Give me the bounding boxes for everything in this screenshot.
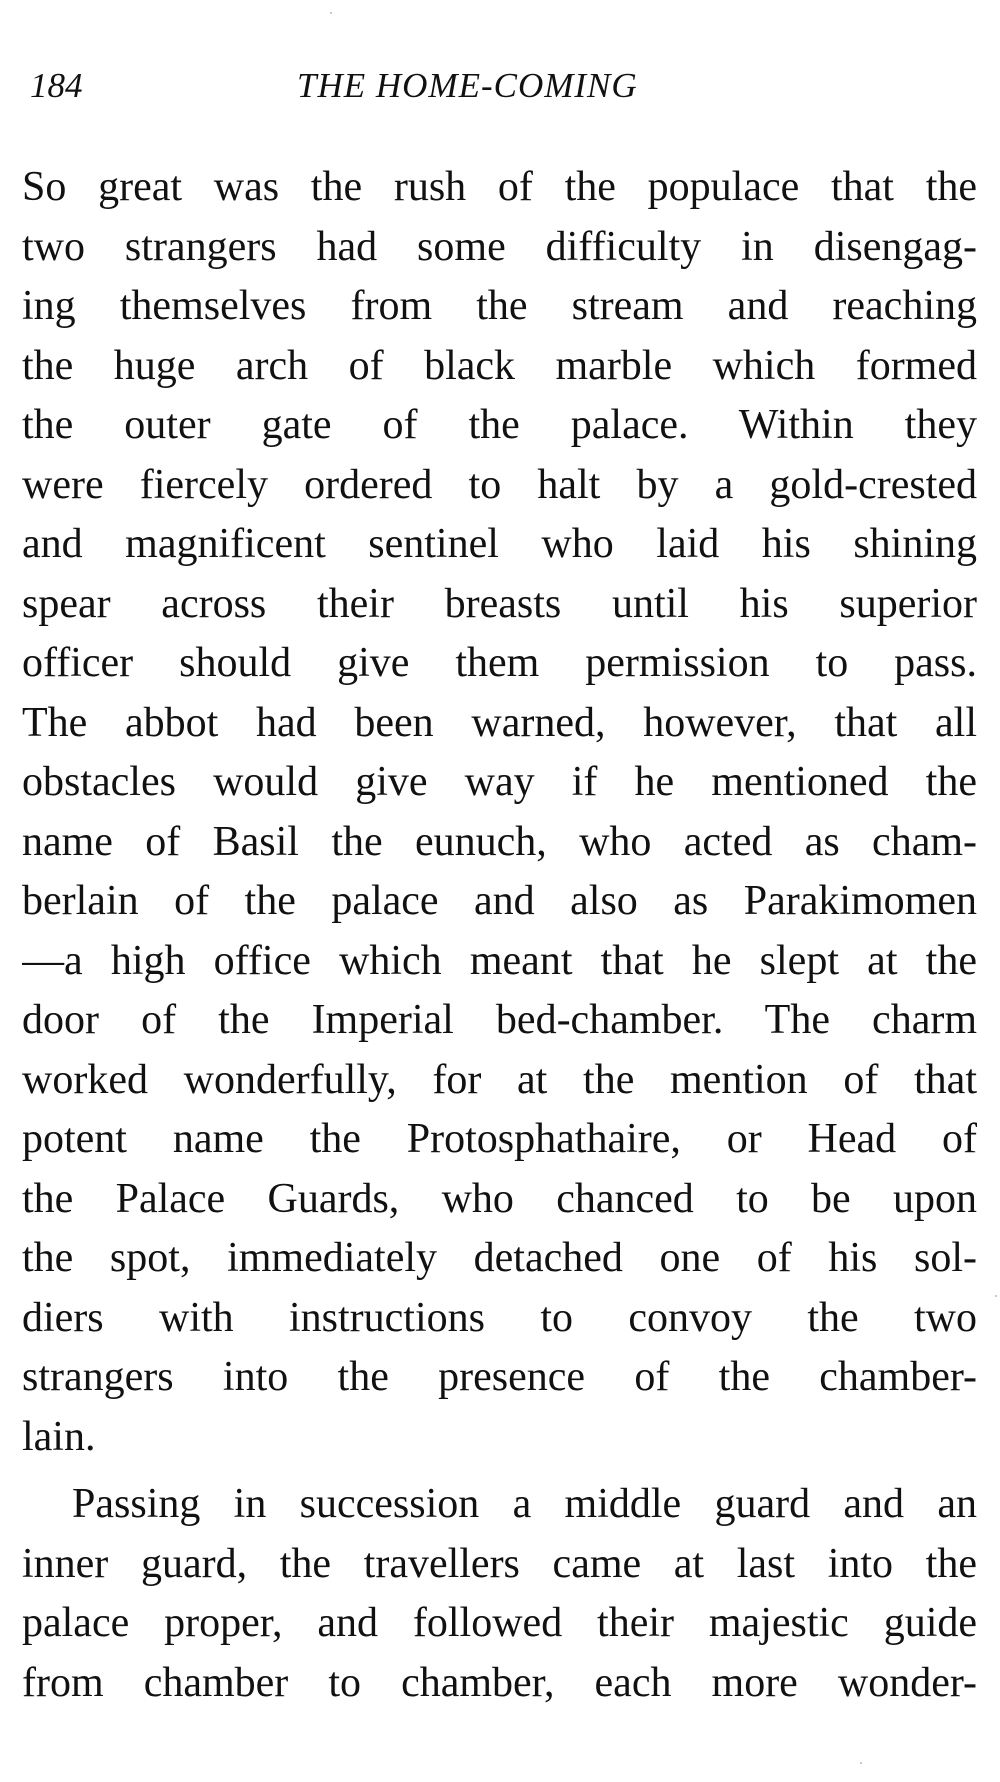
running-head: THE HOME-COMING <box>297 66 638 105</box>
text-line: spear across their breasts until his superior <box>22 580 977 627</box>
text-line: palace proper, and followed their majestic guide <box>22 1600 977 1646</box>
text-line: lain. <box>22 1413 96 1460</box>
text-line: the Palace Guards, who chanced to be upon <box>22 1175 977 1222</box>
print-speck <box>330 12 332 14</box>
text-line: ing themselves from the stream and reaching <box>22 283 977 329</box>
text-line: name of Basil the eunuch, who acted as cham- <box>22 818 977 865</box>
text-line: berlain of the palace and also as Parakimomen <box>22 878 977 924</box>
text-line: the spot, immediately detached one of his sol- <box>22 1235 977 1281</box>
text-line: strangers into the presence of the chamber- <box>22 1354 977 1400</box>
text-line: worked wonderfully, for at the mention of that <box>22 1056 977 1103</box>
paragraph-gap <box>22 1467 977 1475</box>
body-text <box>22 158 977 1713</box>
text-line: two strangers had some difficulty in disengag- <box>22 223 977 270</box>
paragraph <box>22 158 977 1467</box>
text-line: obstacles would give way if he mentioned the <box>22 759 977 805</box>
text-line: and magnificent sentinel who laid his shining <box>22 521 977 567</box>
print-speck <box>995 1295 997 1297</box>
page-number: 184 <box>30 66 83 105</box>
print-speck <box>860 1762 862 1764</box>
text-line: inner guard, the travellers came at last into the <box>22 1540 977 1587</box>
text-line: The abbot had been warned, however, that all <box>22 699 977 746</box>
text-line: potent name the Protosphathaire, or Head of <box>22 1116 977 1162</box>
text-line: were fiercely ordered to halt by a gold-crested <box>22 461 977 508</box>
text-line: Passing in succession a middle guard and an <box>72 1481 977 1527</box>
text-line: the outer gate of the palace. Within they <box>22 402 977 448</box>
text-line: officer should give them permission to pass. <box>22 640 977 686</box>
text-line: diers with instructions to convoy the two <box>22 1294 977 1341</box>
text-line: So great was the rush of the populace that the <box>22 164 977 210</box>
text-line: —a high office which meant that he slept at the <box>22 937 977 984</box>
text-line: from chamber to chamber, each more wonder- <box>22 1659 977 1706</box>
text-line: the huge arch of black marble which formed <box>22 342 977 389</box>
page-header <box>22 66 972 116</box>
text-line: door of the Imperial bed-chamber. The charm <box>22 997 977 1043</box>
paragraph <box>22 1475 977 1713</box>
